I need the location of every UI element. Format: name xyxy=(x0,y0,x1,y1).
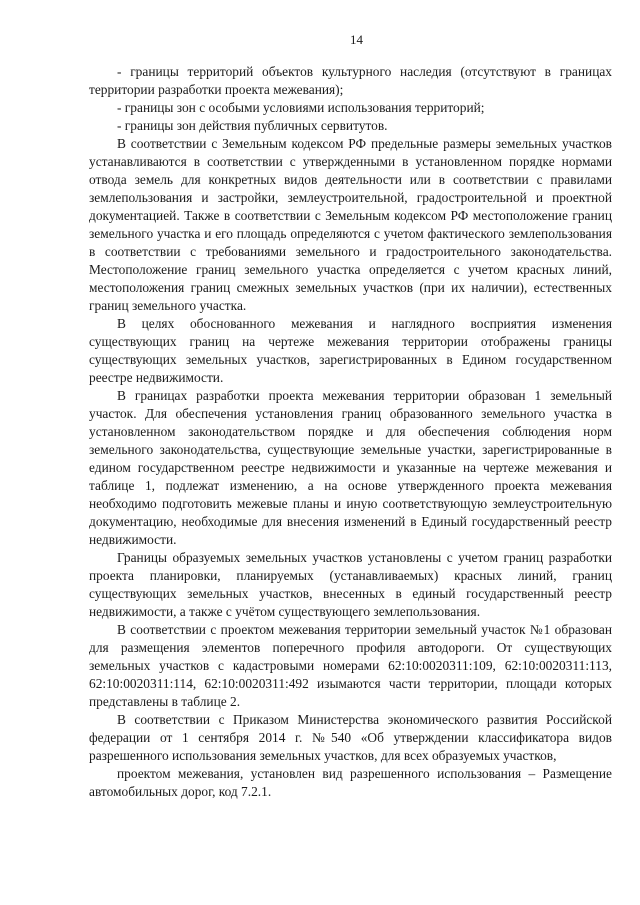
paragraph: В соответствии с Земельным кодексом РФ предельные размеры земельных участков устанавливаются в соответствии с утвержденными в установленном порядке нормами отвода земель для конкретных видов деятельности или в соответствии с правилами землепользования и застройки, землеустроительной, градостроительной и проектной документацией. Также в соответствии с Земельным кодексом РФ местоположение границ земельного участка и его площадь определяются с учетом фактического землепользования в соответствии с требованиями земельного и градостроительного законодательства. Местоположение границ земельного участка определяется с учетом красных линий, местоположения границ смежных земельных участков (при их наличии), естественных границ земельного участка. xyxy=(89,136,612,313)
paragraph: - границы зон с особыми условиями использования территорий; xyxy=(117,100,485,115)
paragraph: В целях обоснованного межевания и наглядного восприятия изменения существующих границ на чертеже межевания территории отображены границы существующих земельных участков, зарегистрированных в Едином государственном реестре недвижимости. xyxy=(89,316,612,385)
paragraph: - границы зон действия публичных сервитутов. xyxy=(117,118,388,133)
page-number: 14 xyxy=(350,32,363,47)
paragraph: В соответствии с Приказом Министерства экономического развития Российской федерации от 1 сентября 2014 г. №540 «Об утверждении классификатора видов разрешенного использования земельных участков, для всех образуемых участков, xyxy=(89,712,612,763)
paragraph: - границы территорий объектов культурного наследия (отсутствуют в границах территории разработки проекта межевания); xyxy=(89,64,612,97)
paragraph: Границы образуемых земельных участков установлены с учетом границ разработки проекта планировки, планируемых (устанавливаемых) красных линий, границ существующих земельных участков, внесенных в единый государственный реестр недвижимости, а также с учётом существующего землепользования. xyxy=(89,550,612,619)
paragraph: В границах разработки проекта межевания территории образован 1 земельный участок. Для обеспечения установления границ образованного земельного участка в установленном законодательством порядке и для обеспечения соблюдения норм земельного законодательства, существующие земельные участки, зарегистрированные в едином государственном реестре недвижимости и указанные на чертеже межевания и таблице 1, подлежат изменению, а на основе утвержденного проекта межевания необходимо подготовить межевые планы и иную соответствующую землеустроительную документацию, необходимые для внесения изменений в Единый государственный реестр недвижимости. xyxy=(89,388,612,547)
body-text xyxy=(89,63,612,801)
paragraph: проектом межевания, установлен вид разрешенного использования – Размещение автомобильных дорог, код 7.2.1. xyxy=(89,766,612,799)
paragraph: В соответствии с проектом межевания территории земельный участок №1 образован для размещения элементов поперечного профиля автодороги. От существующих земельных участков с кадастровыми номерами 62:10:0020311:109, 62:10:0020311:113, 62:10:0020311:114, 62:10:0020311:492 изымаются части территории, площади которых представлены в таблице 2. xyxy=(89,622,612,709)
